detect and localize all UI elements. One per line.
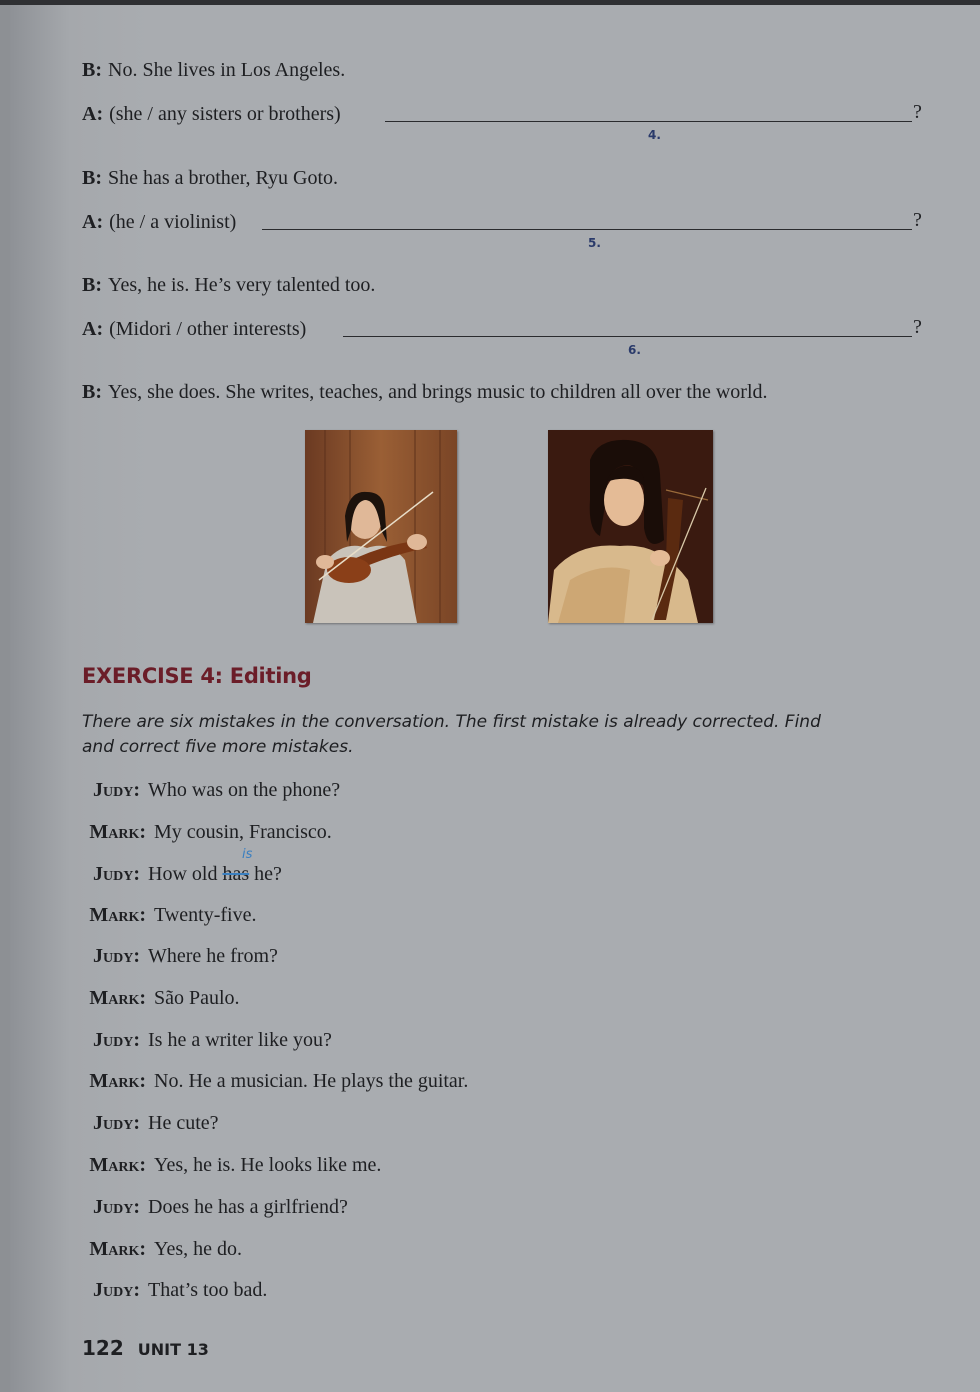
question-mark: ?: [913, 316, 922, 338]
conversation-text: Where he from?: [148, 945, 278, 967]
speaker-mark: Mark:: [89, 987, 146, 1009]
conversation-line-11: [82, 1195, 348, 1219]
speaker-label: A:: [82, 211, 104, 233]
conversation-line-12: [82, 1237, 242, 1261]
speaker-label: A:: [82, 318, 104, 340]
speaker-judy: Judy:: [93, 1279, 140, 1301]
answer-blank-5[interactable]: [262, 229, 912, 230]
speaker-judy: Judy:: [93, 779, 140, 801]
exercise-instructions: There are six mistakes in the conversation. The first mistake is already corrected. Find and correct five more mistakes.: [82, 712, 821, 757]
conversation-text: Twenty-five.: [154, 904, 257, 926]
conversation-text: That’s too bad.: [148, 1279, 268, 1301]
blank-number-6: 6.: [628, 343, 641, 357]
speaker-judy: Judy:: [93, 863, 140, 885]
prompt-text: (Midori / other interests): [109, 318, 307, 340]
conversation-text: My cousin, Francisco.: [154, 821, 332, 843]
dialogue-text: Yes, she does. She writes, teaches, and brings music to children all over the world.: [108, 381, 768, 403]
conversation-line-5: [82, 944, 278, 968]
conversation-line-10: [82, 1153, 381, 1177]
struck-word: has: [222, 863, 250, 885]
conversation-line-1: [82, 778, 340, 802]
speaker-judy: Judy:: [93, 1112, 140, 1134]
conversation-text: How old: [148, 863, 223, 885]
speaker-label: A:: [82, 103, 104, 125]
prompt-text: (he / a violinist): [109, 211, 237, 233]
unit-label: UNIT 13: [137, 1340, 209, 1359]
blank-number-5: 5.: [588, 236, 601, 250]
speaker-label: B:: [82, 274, 102, 296]
conversation-line-2: [82, 820, 332, 844]
conversation-text: He cute?: [148, 1112, 219, 1134]
conversation-line-9: [82, 1111, 219, 1135]
prompt-text: (she / any sisters or brothers): [109, 103, 341, 125]
conversation-text: Does he has a girlfriend?: [148, 1196, 348, 1218]
conversation-text: Is he a writer like you?: [148, 1029, 332, 1051]
blank-number-4: 4.: [648, 128, 661, 142]
conversation-text: São Paulo.: [154, 987, 240, 1009]
page-footer: [82, 1336, 209, 1360]
exercise-title: EXERCISE 4: Editing: [82, 664, 312, 688]
speaker-label: B:: [82, 59, 102, 81]
conversation-text: he?: [249, 863, 282, 885]
dialogue-line-1: [82, 58, 345, 82]
question-mark: ?: [913, 101, 922, 123]
violinist-photo-2-image: [548, 430, 713, 623]
speaker-judy: Judy:: [93, 1196, 140, 1218]
conversation-text: No. He a musician. He plays the guitar.: [154, 1070, 469, 1092]
conversation-line-8: [82, 1069, 468, 1093]
page-number: 122: [82, 1336, 124, 1360]
dialogue-text: No. She lives in Los Angeles.: [108, 59, 346, 81]
dialogue-line-4: [82, 210, 236, 234]
speaker-label: B:: [82, 167, 102, 189]
handwritten-correction: is: [242, 847, 253, 862]
speaker-label: B:: [82, 381, 102, 403]
dialogue-line-5: [82, 273, 375, 297]
dialogue-line-6: [82, 317, 306, 341]
dialogue-text: Yes, he is. He’s very talented too.: [108, 274, 376, 296]
speaker-mark: Mark:: [89, 904, 146, 926]
photo-adult-violinist: [548, 430, 713, 623]
conversation-line-3: [82, 862, 282, 886]
speaker-mark: Mark:: [89, 1238, 146, 1260]
speaker-mark: Mark:: [89, 821, 146, 843]
dialogue-line-7: [82, 380, 768, 404]
speaker-mark: Mark:: [89, 1154, 146, 1176]
conversation-text: Yes, he is. He looks like me.: [154, 1154, 382, 1176]
conversation-line-4: [82, 903, 256, 927]
answer-blank-4[interactable]: [385, 121, 912, 122]
conversation-line-7: [82, 1028, 332, 1052]
dialogue-text: She has a brother, Ryu Goto.: [108, 167, 339, 189]
question-mark: ?: [913, 209, 922, 231]
answer-blank-6[interactable]: [343, 336, 912, 337]
speaker-judy: Judy:: [93, 945, 140, 967]
dialogue-line-2: [82, 102, 341, 126]
speaker-mark: Mark:: [89, 1070, 146, 1092]
dialogue-line-3: [82, 166, 338, 190]
violinist-photo-1-image: [305, 430, 457, 623]
conversation-text: Yes, he do.: [154, 1238, 242, 1260]
conversation-line-13: [82, 1278, 267, 1302]
speaker-judy: Judy:: [93, 1029, 140, 1051]
conversation-text: Who was on the phone?: [148, 779, 341, 801]
photo-young-violinist: [305, 430, 457, 623]
conversation-line-6: [82, 986, 240, 1010]
